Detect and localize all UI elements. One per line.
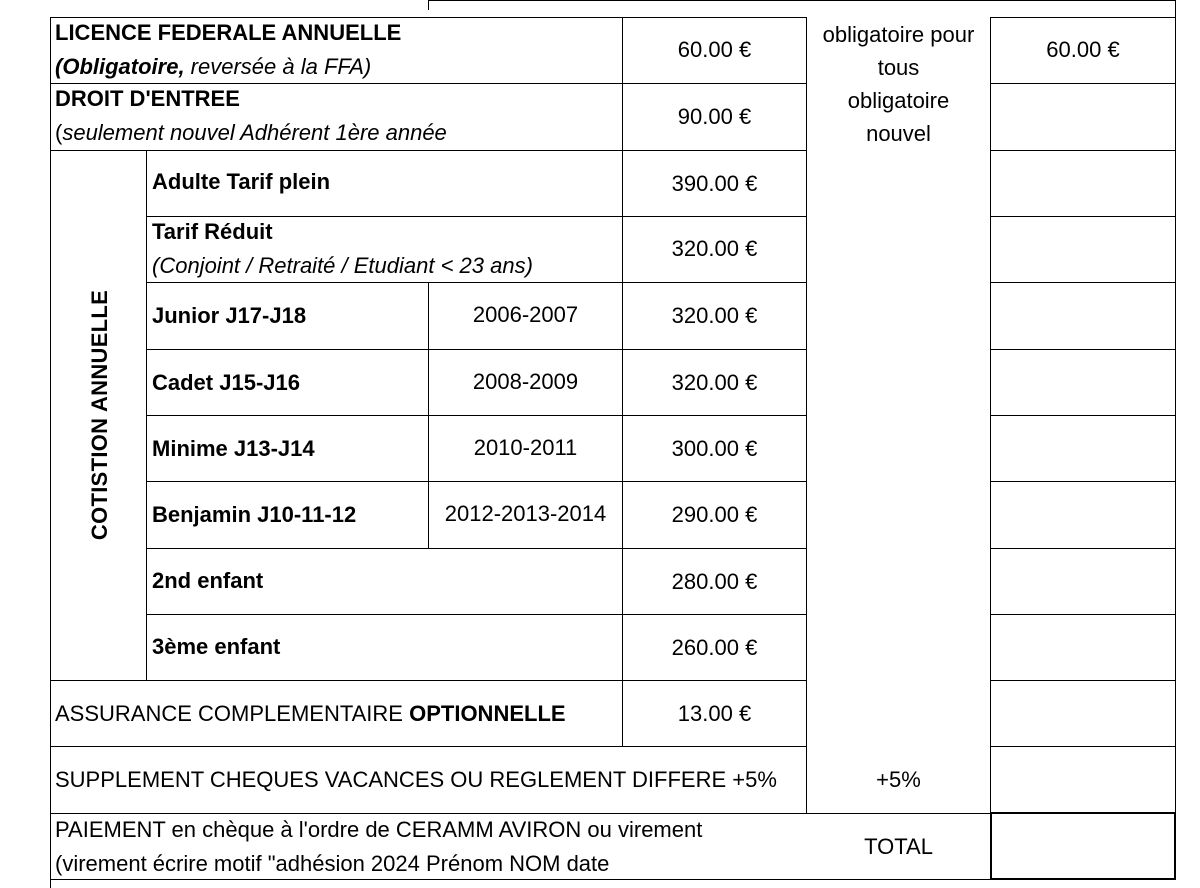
cotisation-item-sub: (Conjoint / Retraité / Etudiant < 23 ans)	[152, 253, 533, 278]
cotisation-item-label: Minime J13-J14	[152, 436, 315, 461]
cotisation-item-label: Benjamin J10-11-12	[152, 502, 357, 527]
cotisation-item-price: 320.00 €	[671, 370, 758, 395]
total-input-box[interactable]	[990, 812, 1176, 880]
assurance-label	[55, 698, 566, 730]
assurance-label-text: ASSURANCE COMPLEMENTAIRE	[55, 701, 410, 726]
licence-status-line2: tous	[877, 55, 920, 80]
cotisation-item-label: Cadet J15-J16	[152, 370, 300, 395]
droit-entree-status-line1: obligatoire	[847, 88, 950, 113]
cotisation-item-label: Junior J17-J18	[152, 303, 307, 328]
cotisation-item-price: 320.00 €	[671, 236, 758, 261]
supplement-value: +5%	[876, 767, 921, 792]
assurance-price: 13.00 €	[677, 701, 752, 726]
cotisation-item-years: 2008-2009	[472, 369, 579, 394]
cotisation-item-label: Adulte Tarif plein	[152, 169, 331, 194]
assurance-label-bold: OPTIONNELLE	[409, 701, 566, 726]
cotisation-item-label: 2nd enfant	[152, 568, 264, 593]
droit-entree-note-text: seulement nouvel Adhérent 1ère année	[62, 120, 447, 145]
paiement-line1: PAIEMENT en chèque à l'ordre de CERAMM AVIRON ou virement	[55, 817, 703, 842]
cotisation-item-label: Tarif Réduit	[152, 219, 273, 244]
cotisation-item-price: 300.00 €	[671, 436, 758, 461]
licence-amount: 60.00 €	[1046, 37, 1120, 62]
droit-entree-price: 90.00 €	[677, 104, 752, 129]
cotisation-item-price: 320.00 €	[671, 303, 758, 328]
licence-price: 60.00 €	[677, 37, 752, 62]
cotisation-item-years: 2006-2007	[472, 302, 579, 327]
cotisation-item-price: 280.00 €	[671, 569, 758, 594]
droit-entree-status-line2: nouvel	[866, 121, 931, 146]
licence-note	[55, 51, 371, 83]
cotisation-item-years: 2012-2013-2014	[444, 501, 607, 526]
supplement-label: SUPPLEMENT CHEQUES VACANCES OU REGLEMENT DIFFERE +5%	[55, 767, 777, 792]
licence-note-bold: (Obligatoire,	[55, 54, 185, 79]
cotisation-item-price: 290.00 €	[671, 502, 758, 527]
cotisation-item-years: 2010-2011	[473, 435, 578, 460]
total-label: TOTAL	[864, 834, 933, 859]
licence-note-rest: reversée à la FFA)	[184, 54, 372, 79]
licence-status-line1: obligatoire pour	[822, 22, 975, 47]
licence-title: LICENCE FEDERALE ANNUELLE	[55, 20, 402, 45]
cotisation-item-label: 3ème enfant	[152, 634, 281, 659]
cotisation-item-price: 260.00 €	[671, 635, 758, 660]
droit-entree-title: DROIT D'ENTREE	[55, 86, 240, 111]
droit-entree-note	[55, 117, 447, 149]
cotisation-section-label: COTISTION ANNUELLE	[87, 289, 112, 541]
droit-entree-note-paren: (	[55, 120, 63, 145]
cotisation-item-price: 390.00 €	[671, 171, 758, 196]
paiement-line2: (virement écrire motif "adhésion 2024 Prénom NOM date	[55, 851, 610, 876]
